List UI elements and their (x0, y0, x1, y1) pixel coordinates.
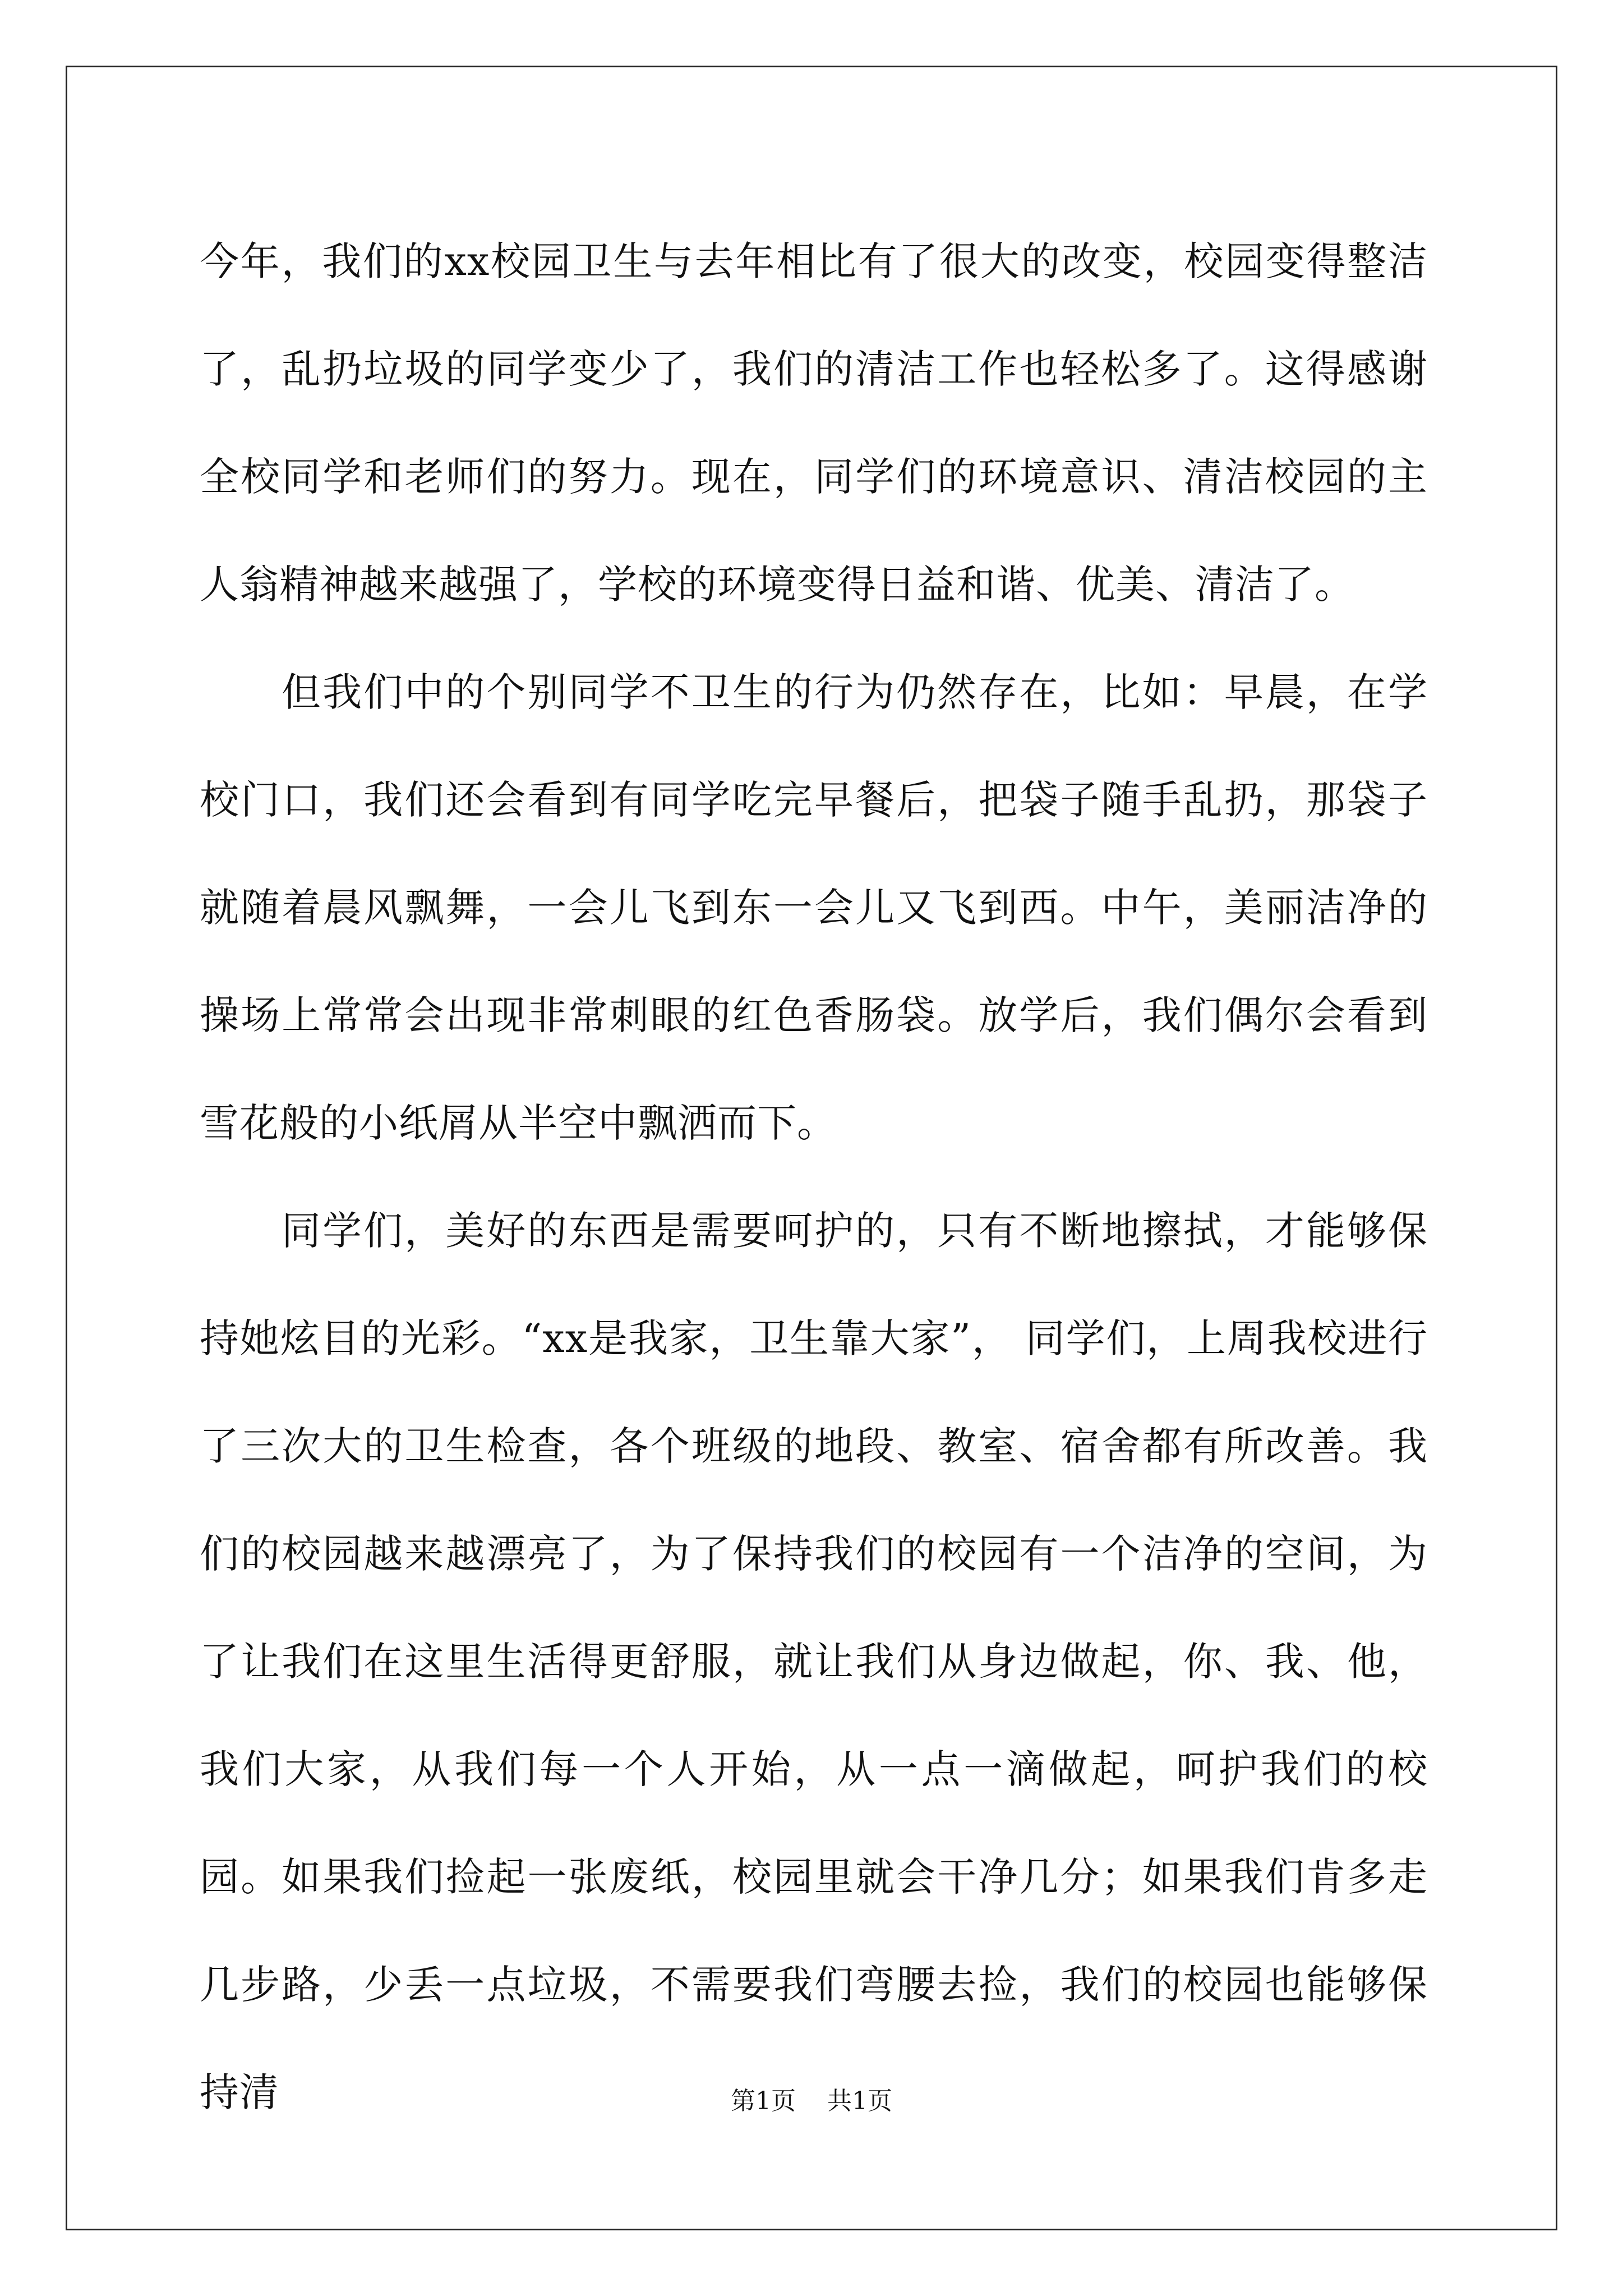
paragraph-1: 今年，我们的xx校园卫生与去年相比有了很大的改变，校园变得整洁了，乱扔垃圾的同学变少了，我们的清洁工作也轻松多了。这得感谢全校同学和老师们的努力。现在，同学们的环境意识、清洁校园的主人翁精神越来越强了，学校的环境变得日益和谐、优美、清洁了。 (200, 238, 1428, 608)
paragraph-3: 同学们，美好的东西是需要呵护的，只有不断地擦拭，才能够保持她炫目的光彩。“xx是我家，卫生靠大家”， 同学们，上周我校进行了三次大的卫生检查，各个班级的地段、教室、宿舍都有所改善。我们的校园越来越漂亮了，为了保持我们的校园有一个洁净的空间，为了让我们在这里生活得更舒服，就让我们从身边做起，你、我、他，我们大家，从我们每一个人开始，从一点一滴做起，呵护我们的校园。如果我们捡起一张废纸，校园里就会干净几分；如果我们肯多走几步路，少丢一点垃圾，不需要我们弯腰去捡，我们的校园也能够保持清 (200, 1208, 1428, 2115)
page-footer (0, 2085, 1623, 2118)
paragraph-2: 但我们中的个别同学不卫生的行为仍然存在，比如：早晨，在学校门口，我们还会看到有同学吃完早餐后，把袋子随手乱扔，那袋子就随着晨风飘舞，一会儿飞到东一会儿又飞到西。中午，美丽洁净的操场上常常会出现非常刺眼的红色香肠袋。放学后，我们偶尔会看到雪花般的小纸屑从半空中飘洒而下。 (200, 669, 1428, 1146)
document-body (200, 208, 1428, 2146)
page-total: 共1页 (827, 2087, 892, 2115)
page-number: 第1页 (731, 2087, 796, 2115)
